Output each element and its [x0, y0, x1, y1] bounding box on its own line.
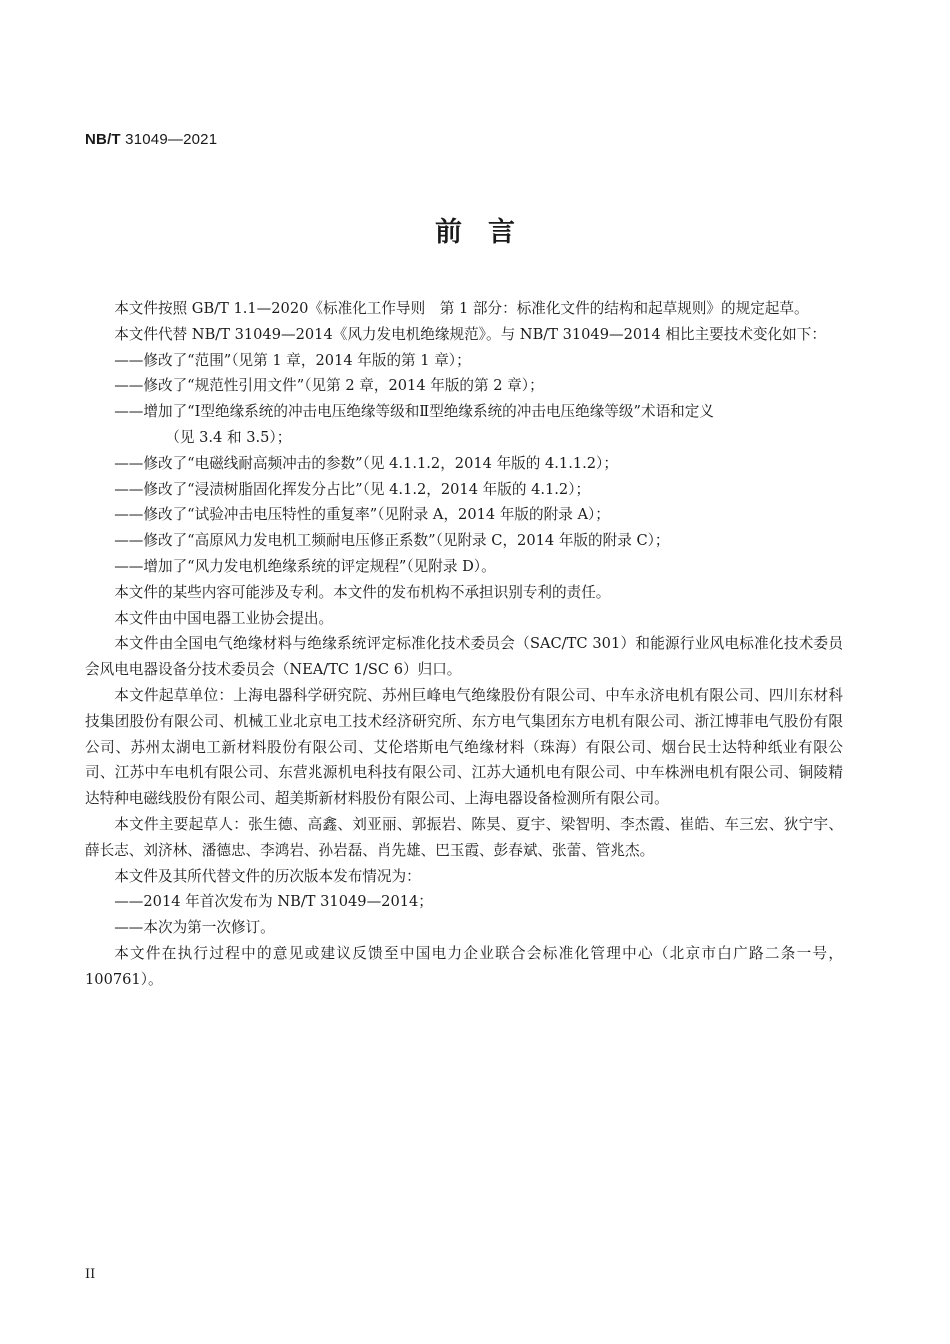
paragraph-drafters: 本文件主要起草人：张生德、高鑫、刘亚丽、郭振岩、陈昊、夏宇、梁智明、李杰霞、崔皓、车三宏、狄宁宇、薛长志、刘济林、潘德忠、李鸿岩、孙岩磊、肖先雄、巴玉霞、彭春斌、张蕾、管兆杰。 — [85, 815, 843, 859]
paragraph-history: 本文件及其所代替文件的历次版本发布情况为： — [114, 867, 421, 885]
paragraph-replacement: 本文件代替 NB/T 31049—2014《风力发电机绝缘规范》。与 NB/T 31049—2014 相比主要技术变化如下： — [114, 325, 826, 343]
page-number: II — [85, 1267, 96, 1282]
history-item: ——2014 年首次发布为 NB/T 31049—2014； — [114, 893, 433, 911]
standard-number: 31049—2021 — [120, 131, 218, 148]
change-item: ——修改了“规范性引用文件”（见第 2 章，2014 年版的第 2 章）； — [114, 377, 544, 395]
change-item: ——修改了“电磁线耐高频冲击的参数”（见 4.1.1.2，2014 年版的 4.1.1.2）； — [114, 454, 618, 472]
foreword-body — [85, 296, 843, 993]
paragraph-drafting-rules: 本文件按照 GB/T 1.1—2020《标准化工作导则 第 1 部分：标准化文件的结构和起草规则》的规定起草。 — [114, 300, 809, 317]
standard-prefix: NB/T — [85, 131, 121, 148]
paragraph-drafting-units: 本文件起草单位：上海电器科学研究院、苏州巨峰电气绝缘股份有限公司、中车永济电机有限公司、四川东材科技集团股份有限公司、机械工业北京电工技术经济研究所、东方电气集团东方电机有限公司、浙江博菲电气股份有限公司、苏州太湖电工新材料股份有限公司、艾伦塔斯电气绝缘材料（珠海）有限公司、烟台民士达特种纸业有限公司、江苏中车电机有限公司、东营兆源机电科技有限公司、江苏大通机电有限公司、中车株洲电机有限公司、铜陵精达特种电磁线股份有限公司、超美斯新材料股份有限公司、上海电器设备检测所有限公司。 — [85, 686, 843, 808]
paragraph-committee: 本文件由全国电气绝缘材料与绝缘系统评定标准化技术委员会（SAC/TC 301）和能源行业风电标准化技术委员会风电电器设备分技术委员会（NEA/TC 1/SC 6）归口。 — [85, 635, 843, 679]
standard-code — [85, 131, 217, 148]
change-item: ——修改了“高原风力发电机工频耐电压修正系数”（见附录 C，2014 年版的附录 C）； — [114, 532, 670, 550]
paragraph-proposer: 本文件由中国电器工业协会提出。 — [114, 609, 334, 627]
history-item: ——本次为第一次修订。 — [114, 919, 275, 937]
paragraph-feedback: 本文件在执行过程中的意见或建议反馈至中国电力企业联合会标准化管理中心（北京市白广路二条一号，100761）。 — [85, 944, 843, 988]
change-item: ——修改了“浸渍树脂固化挥发分占比”（见 4.1.2，2014 年版的 4.1.2）； — [114, 480, 591, 498]
change-item-continuation: （见 3.4 和 3.5）； — [165, 428, 292, 446]
change-item: ——修改了“范围”（见第 1 章，2014 年版的第 1 章）； — [114, 351, 471, 369]
paragraph-patent: 本文件的某些内容可能涉及专利。本文件的发布机构不承担识别专利的责任。 — [114, 583, 611, 601]
change-item: ——增加了“Ⅰ型绝缘系统的冲击电压绝缘等级和Ⅱ型绝缘系统的冲击电压绝缘等级”术语和定义 — [114, 403, 714, 421]
change-item: ——增加了“风力发电机绝缘系统的评定规程”（见附录 D）。 — [114, 557, 496, 575]
page-title: 前言 — [435, 217, 541, 248]
change-item: ——修改了“试验冲击电压特性的重复率”（见附录 A，2014 年版的附录 A）； — [114, 506, 610, 524]
